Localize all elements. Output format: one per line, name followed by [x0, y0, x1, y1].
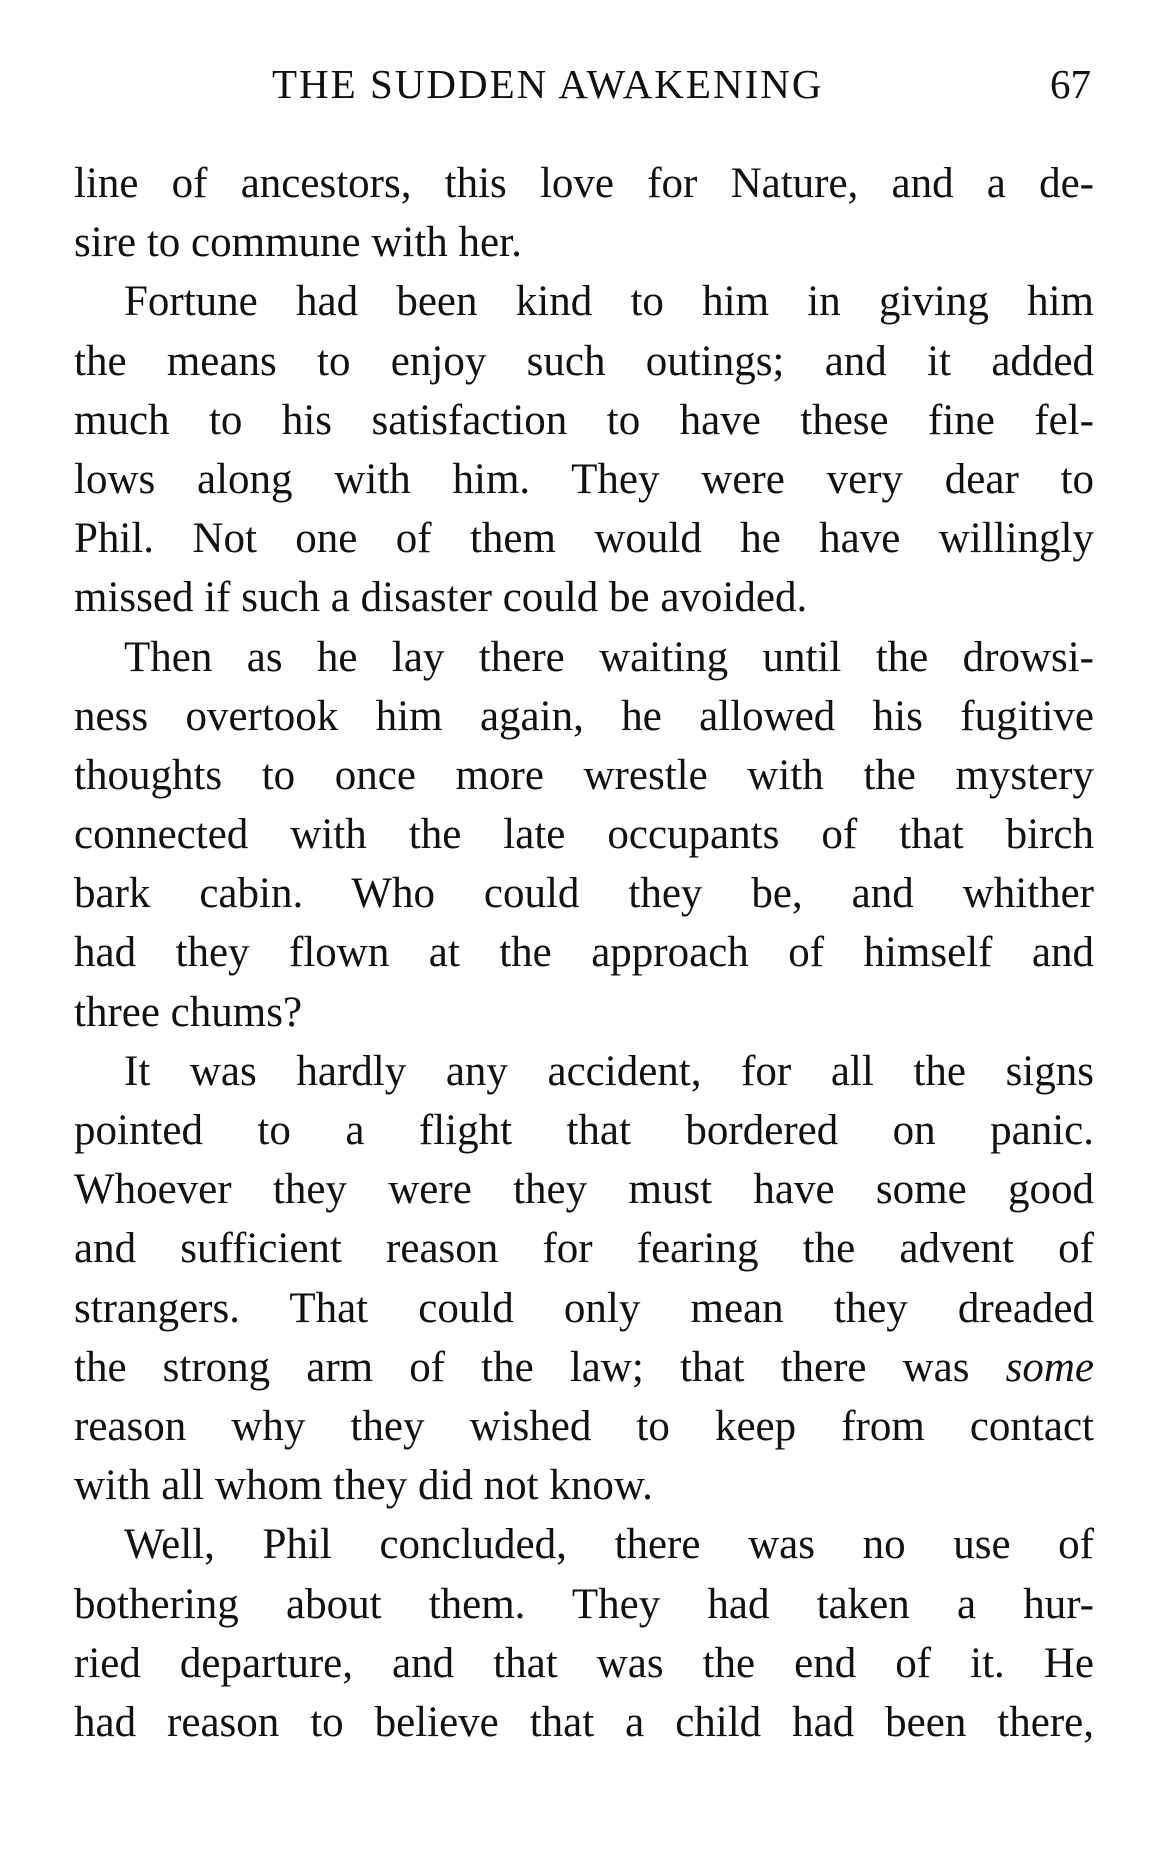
text-line-segment: the strong arm of the law; that there was: [74, 1343, 970, 1391]
text-line: connected with the late occupants of that birch: [74, 811, 1094, 859]
text-line: had they flown at the approach of himself and: [74, 929, 1094, 977]
text-line: It was hardly any accident, for all the signs: [124, 1047, 1094, 1095]
text-line: sire to commune with her.: [74, 219, 522, 267]
text-line: [74, 1338, 1094, 1397]
text-line: much to his satisfaction to have these fine fel-: [74, 396, 1094, 444]
text-line: thoughts to once more wrestle with the mystery: [74, 751, 1094, 799]
page-number: 67: [1050, 61, 1091, 107]
text-line: had reason to believe that a child had been there,: [74, 1698, 1094, 1746]
text-line: three chums?: [74, 988, 303, 1036]
text-line: reason why they wished to keep from contact: [74, 1402, 1094, 1450]
text-line: the means to enjoy such outings; and it added: [74, 337, 1094, 385]
running-title: THE SUDDEN AWAKENING: [272, 61, 824, 107]
text-line: line of ancestors, this love for Nature, and a de-: [74, 160, 1094, 207]
text-line: lows along with him. They were very dear to: [74, 455, 1094, 503]
text-line: bark cabin. Who could they be, and whither: [74, 870, 1094, 918]
body-text: [74, 154, 1094, 1752]
running-head: [72, 60, 1091, 120]
text-line: ness overtook him again, he allowed his fugitive: [74, 692, 1094, 740]
text-line: Well, Phil concluded, there was no use of: [124, 1521, 1094, 1569]
text-line: Fortune had been kind to him in giving him: [124, 278, 1094, 326]
text-line: Phil. Not one of them would he have willingly: [74, 515, 1094, 563]
text-line: Then as he lay there waiting until the drowsi-: [124, 633, 1094, 681]
text-line: with all whom they did not know.: [74, 1462, 653, 1510]
text-line: pointed to a flight that bordered on panic.: [74, 1107, 1094, 1154]
text-line: strangers. That could only mean they dreaded: [74, 1284, 1094, 1332]
text-line: bothering about them. They had taken a hur-: [74, 1580, 1094, 1628]
text-line: ried departure, and that was the end of it. He: [74, 1639, 1094, 1687]
italic-word: some: [1005, 1343, 1095, 1391]
text-line: and sufficient reason for fearing the advent of: [74, 1225, 1094, 1273]
text-line: missed if such a disaster could be avoided.: [74, 574, 808, 622]
text-line: Whoever they were they must have some good: [74, 1166, 1094, 1214]
